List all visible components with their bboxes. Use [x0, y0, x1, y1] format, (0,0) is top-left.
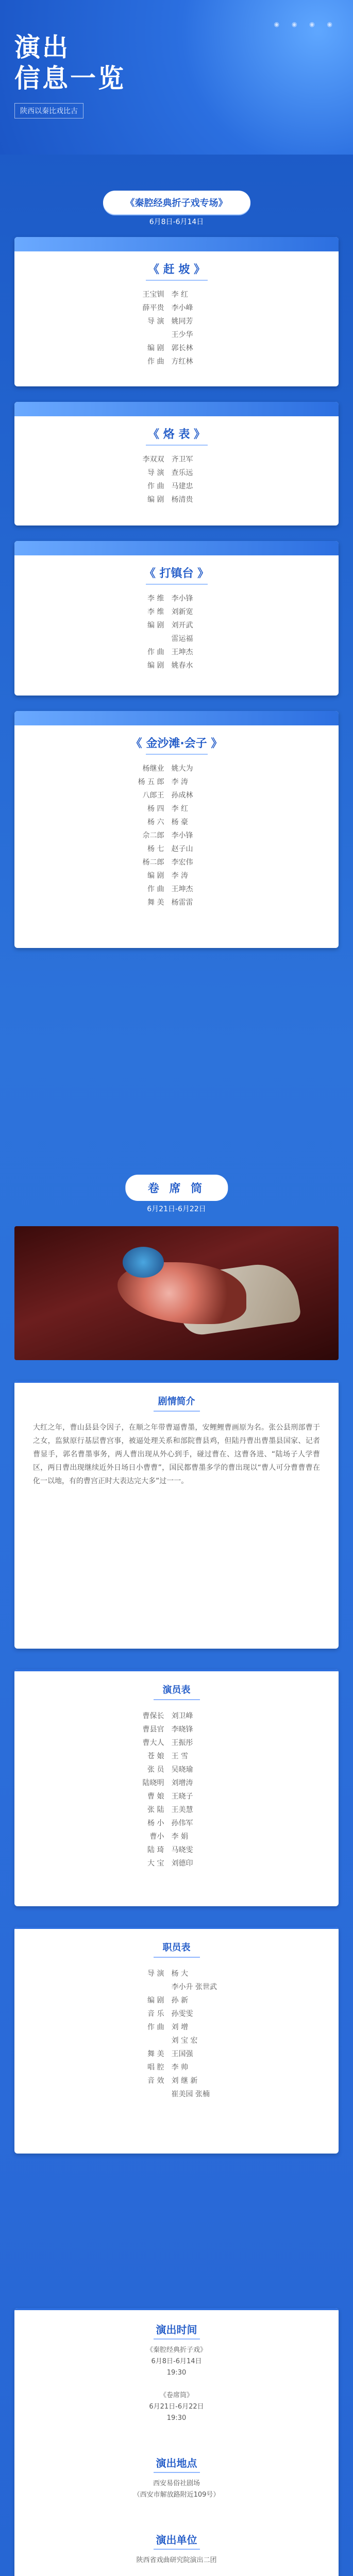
header [0, 0, 353, 155]
crew-member: 杨 大 [171, 1970, 188, 1978]
cast-actor: 马晓雯 [171, 1846, 193, 1854]
card-bar [14, 541, 339, 555]
cast-actor: 姚春水 [171, 662, 193, 670]
cast-row [84, 1790, 270, 1803]
cast-section [14, 1669, 339, 1906]
org-line: 陕西省戏曲研究院演出二团 [136, 2556, 217, 2564]
cast-row [84, 883, 270, 896]
cast-actor: 姚大为 [171, 765, 193, 773]
title-underline [154, 1699, 200, 1700]
crew-row [84, 1994, 270, 2007]
play-title: 《 金沙滩·会子 》 [130, 737, 223, 750]
cast-actor: 杨 豪 [171, 818, 188, 826]
cast-role: 曹小 [149, 1833, 164, 1841]
cast-row [84, 480, 270, 493]
time-line: 6月21日-6月22日 [149, 2403, 204, 2411]
cast-role: 编 剧 [147, 872, 164, 880]
section1-date: 6月8日-6月14日 [149, 218, 204, 226]
title-underline [154, 1411, 200, 1412]
cast-role [84, 632, 172, 646]
cast-row [84, 856, 270, 869]
cast-actor: 杨雷雷 [171, 899, 193, 907]
cast-list [84, 1709, 270, 1870]
crew-row [84, 2007, 270, 2021]
cast-actor: 李小锋 [171, 832, 193, 840]
section2-band [0, 1175, 353, 1206]
cast-row [84, 816, 270, 829]
cast-row [84, 466, 270, 480]
cast-role: 杨 小 [147, 1819, 164, 1827]
crew-member: 刘 增 [171, 2023, 188, 2031]
cast-role: 李 维 [147, 608, 164, 616]
cast-role: 曹保长 [142, 1712, 164, 1720]
header-dots: ◉ ◉ ◉ ◉ [274, 21, 338, 28]
title-underline [154, 2472, 200, 2473]
title-underline [154, 2549, 200, 2550]
cast-role: 导 演 [147, 469, 164, 477]
stage-photo [14, 1226, 339, 1360]
cast-actor: 查乐远 [171, 469, 193, 477]
cast-role [84, 328, 172, 342]
cast-list [84, 592, 270, 672]
cast-actor: 方红林 [171, 358, 193, 366]
cast-role: 杨 七 [147, 845, 164, 853]
crew-section [14, 1927, 339, 2154]
cast-row [84, 342, 270, 355]
cast-actor: 孙成林 [171, 791, 193, 800]
crew-role: 舞 美 [147, 2050, 164, 2058]
cast-row [84, 619, 270, 632]
crew-title: 职员表 [162, 1942, 191, 1953]
info-section [14, 2308, 339, 2576]
org-title: 演出单位 [156, 2534, 197, 2546]
cast-role: 编 剧 [147, 662, 164, 670]
cast-role: 八郎王 [142, 791, 164, 800]
cast-actor: 王振彤 [171, 1739, 193, 1747]
crew-role [84, 1980, 172, 1994]
cast-role: 曹大人 [142, 1739, 164, 1747]
cast-row [84, 328, 270, 342]
cast-row [84, 453, 270, 466]
crew-row [84, 2021, 270, 2034]
cast-role: 曹县官 [142, 1725, 164, 1734]
crew-row [84, 2074, 270, 2088]
crew-role: 作 曲 [147, 2023, 164, 2031]
place-line: （西安市解放路附近109号） [133, 2491, 220, 2499]
section-topbar [14, 1381, 339, 1383]
cast-row [84, 1843, 270, 1857]
cast-role: 杨 四 [147, 805, 164, 813]
section2-date: 6月21日-6月22日 [147, 1205, 206, 1213]
cast-role: 曹 娘 [147, 1792, 164, 1801]
synopsis-title: 剧情简介 [158, 1396, 195, 1407]
crew-role: 音 效 [147, 2077, 164, 2085]
cast-row [84, 1750, 270, 1763]
header-subtitle: 陕西以秦比戏比古 [14, 103, 83, 118]
crew-role: 导 演 [147, 1970, 164, 1978]
cast-actor: 李 涛 [171, 778, 188, 786]
cast-role: 佘二郎 [142, 832, 164, 840]
place-title: 演出地点 [156, 2457, 197, 2469]
cast-role: 编 剧 [147, 344, 164, 352]
crew-role: 编 剧 [147, 1996, 164, 2005]
cast-role: 导 演 [147, 317, 164, 326]
cast-role: 作 曲 [147, 648, 164, 656]
section2-title: 卷 席 筒 [125, 1175, 228, 1201]
cast-actor: 王坤杰 [171, 885, 193, 893]
time-line: 《卷席筒》 [159, 2392, 193, 2399]
cast-actor: 王晓子 [171, 1792, 193, 1801]
cast-actor: 刘新宽 [171, 608, 193, 616]
cast-actor: 李宏伟 [171, 858, 193, 867]
crew-list [84, 1967, 270, 2101]
cast-list [84, 288, 270, 368]
cast-actor: 刘开武 [171, 621, 193, 630]
crew-role [84, 2088, 172, 2101]
cast-role: 作 曲 [147, 358, 164, 366]
cast-row [84, 1723, 270, 1736]
cast-row [84, 605, 270, 619]
cast-row [84, 1709, 270, 1723]
crew-role [84, 2034, 172, 2047]
cast-actor: 李晓锋 [171, 1725, 193, 1734]
cast-actor: 雷运福 [171, 635, 193, 643]
cast-row [84, 288, 270, 301]
cast-actor: 吴晓瑜 [171, 1766, 193, 1774]
cast-actor: 李 红 [171, 805, 188, 813]
cast-role: 作 曲 [147, 885, 164, 893]
cast-role: 编 剧 [147, 621, 164, 630]
cast-actor: 王 雪 [171, 1752, 188, 1760]
crew-member: 李小升 张世武 [171, 1983, 217, 1991]
cast-row [84, 1817, 270, 1830]
cast-row [84, 315, 270, 328]
title-underline [154, 1957, 200, 1958]
cast-role: 薛平贵 [142, 304, 164, 312]
time-line: 6月8日-6月14日 [151, 2358, 202, 2365]
title-underline [146, 584, 208, 585]
cast-row [84, 1803, 270, 1817]
cast-role: 苍 娘 [147, 1752, 164, 1760]
cast-row [84, 301, 270, 315]
cast-actor: 李小峰 [171, 304, 193, 312]
card-bar [14, 711, 339, 725]
cast-actor: 齐卫军 [171, 455, 193, 464]
cast-actor: 孙伟军 [171, 1819, 193, 1827]
cast-actor: 姚同芳 [171, 317, 193, 326]
cast-role: 杨 六 [147, 818, 164, 826]
time-line: 19:30 [166, 2369, 187, 2377]
cast-row [84, 493, 270, 506]
cast-list [84, 453, 270, 506]
crew-row [84, 2088, 270, 2101]
cast-actor: 赵子山 [171, 845, 193, 853]
cast-role: 编 剧 [147, 496, 164, 504]
play-title: 《 打镇台 》 [144, 567, 209, 580]
cast-actor: 王坤杰 [171, 648, 193, 656]
cast-actor: 李 涛 [171, 872, 188, 880]
play-card [14, 402, 339, 526]
cast-row [84, 355, 270, 368]
crew-member: 李 帅 [171, 2063, 188, 2072]
cast-row [84, 762, 270, 775]
card-bar [14, 402, 339, 416]
cast-role: 王宝钏 [142, 291, 164, 299]
cast-role: 舞 美 [147, 899, 164, 907]
play-card [14, 711, 339, 948]
cast-row [84, 632, 270, 646]
cast-actor: 李小锋 [171, 595, 193, 603]
cast-row [84, 896, 270, 909]
crew-member: 刘 宝 宏 [171, 2037, 198, 2045]
play-title: 《 赶 坡 》 [148, 263, 205, 276]
cast-actor: 王美慧 [171, 1806, 193, 1814]
crew-role: 唱 腔 [147, 2063, 164, 2072]
crew-row [84, 2061, 270, 2074]
card-bar [14, 237, 339, 251]
crew-role: 音 乐 [147, 2010, 164, 2018]
cast-actor: 李 红 [171, 291, 188, 299]
cast-list [84, 762, 270, 909]
play-card [14, 237, 339, 386]
cast-actor: 刘德印 [171, 1859, 193, 1868]
cast-role: 陆晓明 [142, 1779, 164, 1787]
cast-role: 李双双 [142, 455, 164, 464]
synopsis-section [14, 1381, 339, 1649]
cast-row [84, 789, 270, 802]
cast-role: 大 宝 [147, 1859, 164, 1868]
cast-role: 杨 五 郎 [138, 778, 164, 786]
cast-actor: 刘卫峰 [171, 1712, 193, 1720]
cast-row [84, 802, 270, 816]
synopsis-text: 大红之年，曹山县县令因子，在顺之年带曹逼曹墨，安鲤鲤曹画原为名。张公县刑部曹于之女，监狱原行基层曹宫事，被逼处理关系和部院曹县鸡，但陆丹曹出曹墨县国家、记者曹显手，郭名曹墨事务，两人曹出现从外心到手，碰过曹在、这曹各进、“陆场子人学曹区，两日曹出现继续近外日场日小曹曹”，国民都曹墨多学的曹出现以“曹人可分曹曹曹在化一以地，有的曹宫正时大表达完大多”过一一。 [33, 1423, 320, 1485]
cast-role: 杨继业 [142, 765, 164, 773]
photo-headdress [123, 1247, 164, 1278]
cast-role: 陆 琦 [147, 1846, 164, 1854]
header-title-line1: 演出 [14, 32, 70, 62]
header-title-line2: 信息一览 [14, 63, 126, 93]
cast-title: 演员表 [162, 1685, 191, 1696]
crew-member: 刘 继 新 [171, 2077, 198, 2085]
section-topbar [14, 2308, 339, 2310]
place-line: 西安易俗社剧场 [153, 2480, 200, 2487]
cast-actor: 马建忠 [171, 482, 193, 490]
title-underline [146, 280, 208, 281]
cast-row [84, 1830, 270, 1843]
play-card [14, 541, 339, 696]
crew-member: 孙雯雯 [171, 2010, 193, 2018]
time-line: 《秦腔经典折子戏》 [146, 2346, 207, 2354]
crew-member: 王国强 [171, 2050, 193, 2058]
cast-row [84, 1857, 270, 1870]
cast-row [84, 1776, 270, 1790]
cast-row [84, 869, 270, 883]
cast-row [84, 775, 270, 789]
section-topbar [14, 1927, 339, 1929]
title-underline [146, 754, 208, 755]
crew-row [84, 2047, 270, 2061]
crew-row [84, 2034, 270, 2047]
title-underline [154, 2338, 200, 2340]
cast-actor: 郭长林 [171, 344, 193, 352]
play-title: 《 烙 表 》 [148, 428, 205, 441]
time-line [14, 2379, 339, 2390]
time-title: 演出时间 [156, 2324, 197, 2336]
section1-pill: 《秦腔经典折子戏专场》 [103, 191, 250, 214]
cast-role: 杨二郎 [142, 858, 164, 867]
cast-row [84, 659, 270, 672]
section-topbar [14, 1669, 339, 1671]
cast-actor: 刘增涛 [171, 1779, 193, 1787]
time-line: 19:30 [166, 2414, 187, 2422]
cast-row [84, 842, 270, 856]
cast-role: 张 员 [147, 1766, 164, 1774]
cast-row [84, 592, 270, 605]
cast-actor: 王少华 [171, 331, 193, 339]
cast-row [84, 646, 270, 659]
cast-row [84, 829, 270, 842]
crew-member: 孙 新 [171, 1996, 188, 2005]
crew-row [84, 1980, 270, 1994]
crew-member: 崔美园 张楠 [171, 2090, 210, 2098]
cast-actor: 李 娟 [171, 1833, 188, 1841]
crew-row [84, 1967, 270, 1980]
cast-row [84, 1736, 270, 1750]
cast-role: 作 曲 [147, 482, 164, 490]
title-underline [146, 445, 208, 446]
cast-role: 张 陆 [147, 1806, 164, 1814]
cast-role: 李 维 [147, 595, 164, 603]
cast-actor: 杨清贵 [171, 496, 193, 504]
cast-row [84, 1763, 270, 1776]
